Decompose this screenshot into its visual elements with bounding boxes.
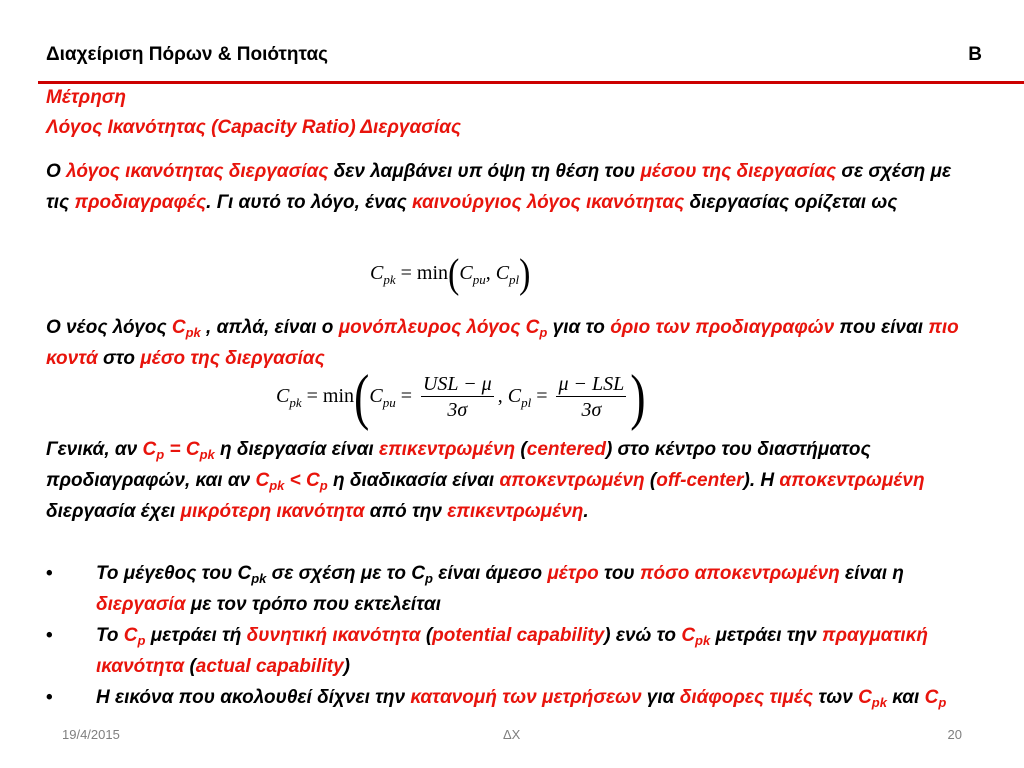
formula-symbol: C — [495, 262, 510, 284]
highlight: μέσο της διεργασίας — [140, 348, 325, 369]
highlight — [172, 317, 201, 338]
text: διεργασίας ορίζεται ως — [684, 192, 898, 213]
text: των — [813, 687, 859, 708]
subscript: pk — [871, 695, 887, 710]
highlight: πραγματική ικανότητα — [96, 625, 928, 677]
fraction-upper — [421, 372, 494, 423]
highlight — [339, 317, 548, 338]
highlight — [681, 625, 710, 646]
highlight: λόγος ικανότητας διεργασίας — [66, 161, 329, 182]
subscript: pk — [269, 478, 285, 493]
highlight: προδιαγραφές — [74, 192, 207, 213]
highlight: διεργασία — [96, 594, 186, 615]
footer-page-number: 20 — [947, 727, 962, 742]
formula-symbol: C — [370, 262, 384, 284]
bullet-dot: • — [46, 687, 53, 708]
subtitle-line-1: Μέτρηση — [46, 87, 127, 108]
formula-subscript: pk — [383, 272, 396, 287]
text: του — [598, 563, 640, 584]
header-divider — [38, 81, 1024, 84]
highlight: μικρότερη ικανότητα — [180, 501, 365, 522]
highlight: επικεντρωμένη — [378, 439, 516, 460]
highlight: καινούργιος λόγος ικανότητας — [411, 192, 685, 213]
symbol: < C — [284, 470, 320, 491]
symbol: C — [924, 687, 939, 708]
text: ( — [420, 625, 433, 646]
highlight — [925, 687, 947, 708]
highlight: centered — [526, 439, 606, 460]
formula-comma: , — [485, 262, 496, 284]
symbol: C — [681, 625, 696, 646]
subscript: p — [938, 695, 947, 710]
symbol: = C — [164, 439, 200, 460]
highlight: δυνητική ικανότητα — [246, 625, 421, 646]
text: είναι η — [839, 563, 904, 584]
subscript: p — [137, 633, 146, 648]
paren-left: ( — [448, 252, 460, 297]
text: , απλά, είναι ο — [200, 317, 339, 338]
text: Το μέγεθος του C — [96, 563, 252, 584]
text: μετράει την — [710, 625, 822, 646]
text: είναι άμεσο — [432, 563, 548, 584]
formula-cpk-min — [370, 252, 531, 297]
symbol: C — [171, 317, 186, 338]
symbol: C — [123, 625, 138, 646]
highlight: πόσο αποκεντρωμένη — [639, 563, 840, 584]
subscript: pk — [185, 325, 201, 340]
bullet-item — [46, 620, 976, 682]
formula-subscript: pl — [521, 395, 532, 410]
highlight: αποκεντρωμένη — [499, 470, 645, 491]
highlight: πιο κοντά — [46, 317, 959, 369]
text: δεν λαμβάνει υπ όψη τη θέση του — [328, 161, 641, 182]
paragraph-ratio-definition — [46, 156, 976, 218]
fraction-denominator: 3σ — [581, 398, 602, 421]
subscript: pk — [251, 571, 267, 586]
fraction-lower — [556, 372, 626, 423]
highlight — [858, 687, 887, 708]
formula-subscript: pl — [509, 272, 520, 287]
highlight: αποκεντρωμένη — [779, 470, 925, 491]
formula-subscript: pk — [289, 395, 302, 410]
text: από την — [364, 501, 448, 522]
text: Ο — [46, 161, 67, 182]
text: σε σχέση με το C — [266, 563, 425, 584]
text: ) — [343, 656, 350, 677]
formula-symbol: C — [276, 385, 290, 407]
text: διεργασία έχει — [46, 501, 181, 522]
paren-left: ( — [354, 362, 370, 431]
text: ( — [644, 470, 657, 491]
text: . Γι αυτό το λόγο, ένας — [206, 192, 412, 213]
fraction-numerator: μ − LSL — [558, 372, 625, 395]
subtitle-line-2: Λόγος Ικανότητας (Capacity Ratio) Διεργασίας — [46, 117, 462, 138]
formula-subscript: pu — [472, 272, 486, 287]
highlight: επικεντρωμένη — [447, 501, 584, 522]
formula-comma: , — [497, 385, 508, 407]
text: με τον τρόπο που εκτελείται — [185, 594, 441, 615]
text: στο — [97, 348, 141, 369]
highlight — [256, 470, 328, 491]
formula-operator: = min — [301, 385, 355, 407]
symbol: C — [858, 687, 872, 708]
formula-operator: = — [531, 385, 553, 407]
symbol: C — [255, 470, 270, 491]
text: . — [583, 501, 589, 522]
formula-cpk-expanded — [276, 362, 646, 431]
slide-header-letter: Β — [968, 44, 982, 65]
paren-right: ) — [519, 252, 531, 297]
paragraph-new-ratio — [46, 312, 976, 374]
bullet-dot: • — [46, 563, 53, 584]
footer-author: ΔΧ — [503, 727, 521, 742]
fraction-denominator: 3σ — [447, 398, 468, 421]
subscript: p — [319, 478, 328, 493]
text: ). Η — [743, 470, 780, 491]
text: ( — [515, 439, 527, 460]
text: σε σχέση με τις — [46, 161, 952, 213]
bullet-item — [46, 682, 976, 713]
text: Η εικόνα που ακολουθεί δίχνει την — [96, 687, 411, 708]
text: ) στο κέντρο του διαστήματος προδιαγραφών, και αν — [46, 439, 871, 491]
text: ( — [184, 656, 196, 677]
text: η διεργασία είναι — [214, 439, 379, 460]
text: Γενικά, αν — [46, 439, 143, 460]
formula-symbol: C — [369, 385, 383, 407]
bullet-dot: • — [46, 625, 53, 646]
highlight: κατανομή των μετρήσεων — [410, 687, 642, 708]
highlight: μέσου της διεργασίας — [640, 161, 837, 182]
text: για — [641, 687, 680, 708]
text: μετράει τή — [145, 625, 247, 646]
highlight: όριο των προδιαγραφών — [610, 317, 835, 338]
fraction-numerator: USL − μ — [422, 372, 492, 395]
subscript: p — [156, 447, 165, 462]
footer-date: 19/4/2015 — [62, 727, 120, 742]
highlight: διάφορες τιμές — [679, 687, 814, 708]
highlight: off-center — [656, 470, 744, 491]
highlight — [143, 439, 215, 460]
formula-symbol: C — [507, 385, 522, 407]
subscript: p — [425, 571, 433, 586]
bullet-list — [46, 558, 976, 713]
bullet-item — [46, 558, 976, 620]
highlight: actual capability — [195, 656, 344, 677]
subscript: p — [539, 325, 548, 340]
text: η διαδικασία είναι — [327, 470, 500, 491]
text: για το — [547, 317, 611, 338]
text: ) ενώ το — [604, 625, 682, 646]
highlight: potential capability — [432, 625, 605, 646]
text: Ο νέος λόγος — [46, 317, 172, 338]
highlight — [124, 625, 146, 646]
symbol: μονόπλευρος λόγος C — [338, 317, 540, 338]
formula-operator: = — [395, 385, 417, 407]
symbol: C — [142, 439, 157, 460]
slide-header-title: Διαχείριση Πόρων & Ποιότητας — [46, 44, 329, 65]
formula-symbol: C — [459, 262, 473, 284]
text: και — [886, 687, 925, 708]
formula-operator: = min — [395, 262, 449, 284]
text: που είναι — [834, 317, 929, 338]
text: Το — [96, 625, 124, 646]
paren-right: ) — [630, 362, 646, 431]
highlight: μέτρο — [547, 563, 599, 584]
paragraph-centered — [46, 434, 976, 527]
subscript: pk — [695, 633, 711, 648]
formula-subscript: pu — [382, 395, 396, 410]
subscript: pk — [199, 447, 215, 462]
